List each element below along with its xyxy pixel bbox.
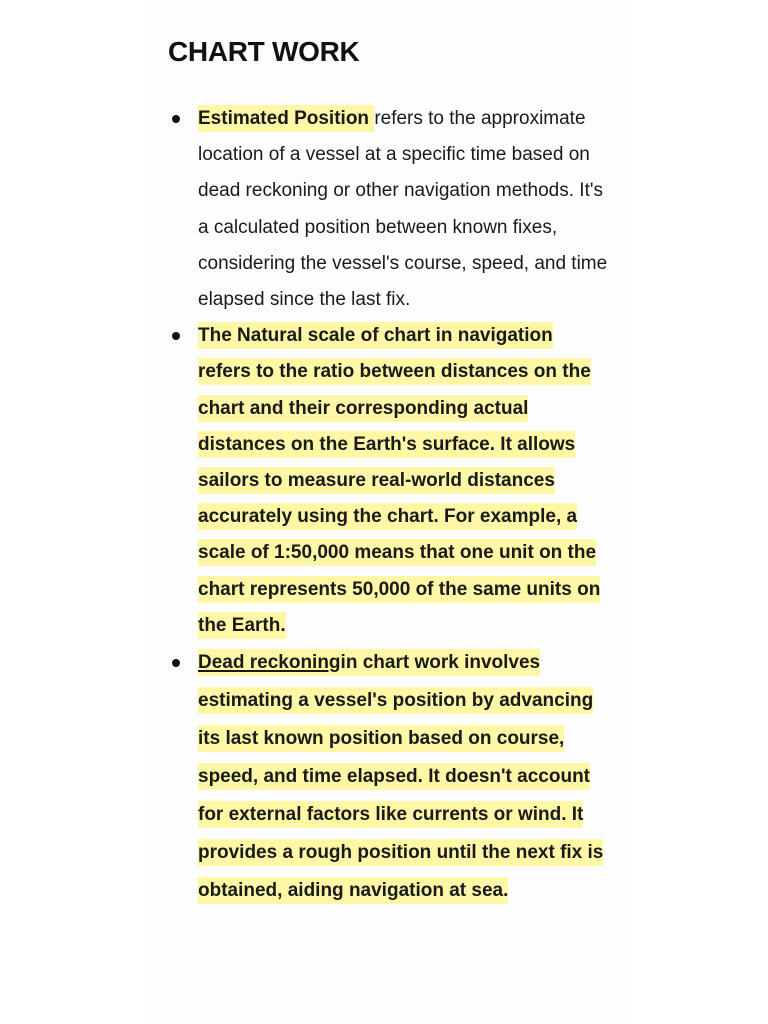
bullet-icon xyxy=(172,332,180,340)
page-title: CHART WORK xyxy=(168,36,360,67)
term-dead-reckoning: Dead reckoning xyxy=(198,652,341,674)
list-item-estimated-position xyxy=(168,101,608,318)
bullet-icon xyxy=(172,115,180,123)
definition-estimated-position: refers to the approximate location of a vessel at a specific time based on dead reckoning or other navigation methods. It's a calculated position between known fixes, considering the vessel's course, speed, and time elapsed since the last fix. xyxy=(198,108,608,311)
highlighted-paragraph xyxy=(198,649,603,904)
definition-natural-scale: The Natural scale of chart in navigation refers to the ratio between distances on the chart and their corresponding actual distances on the Earth's surface. It allows sailors to measure real-world distances accurately using the chart. For example, a scale of 1:50,000 means that one unit on the chart represents 50,000 of the same units on the Earth. xyxy=(198,322,600,639)
list-item-dead-reckoning xyxy=(168,644,608,910)
bullet-list xyxy=(168,101,608,910)
definition-dead-reckoning: in chart work involves estimating a vessel's position by advancing its last known position based on course, speed, and time elapsed. It doesn't account for external factors like currents or wind. It provides a rough position until the next fix is obtained, aiding navigation at sea. xyxy=(198,652,604,902)
term-estimated-position: Estimated Position xyxy=(198,105,374,132)
list-item-natural-scale xyxy=(168,318,608,644)
bullet-icon xyxy=(172,659,180,667)
